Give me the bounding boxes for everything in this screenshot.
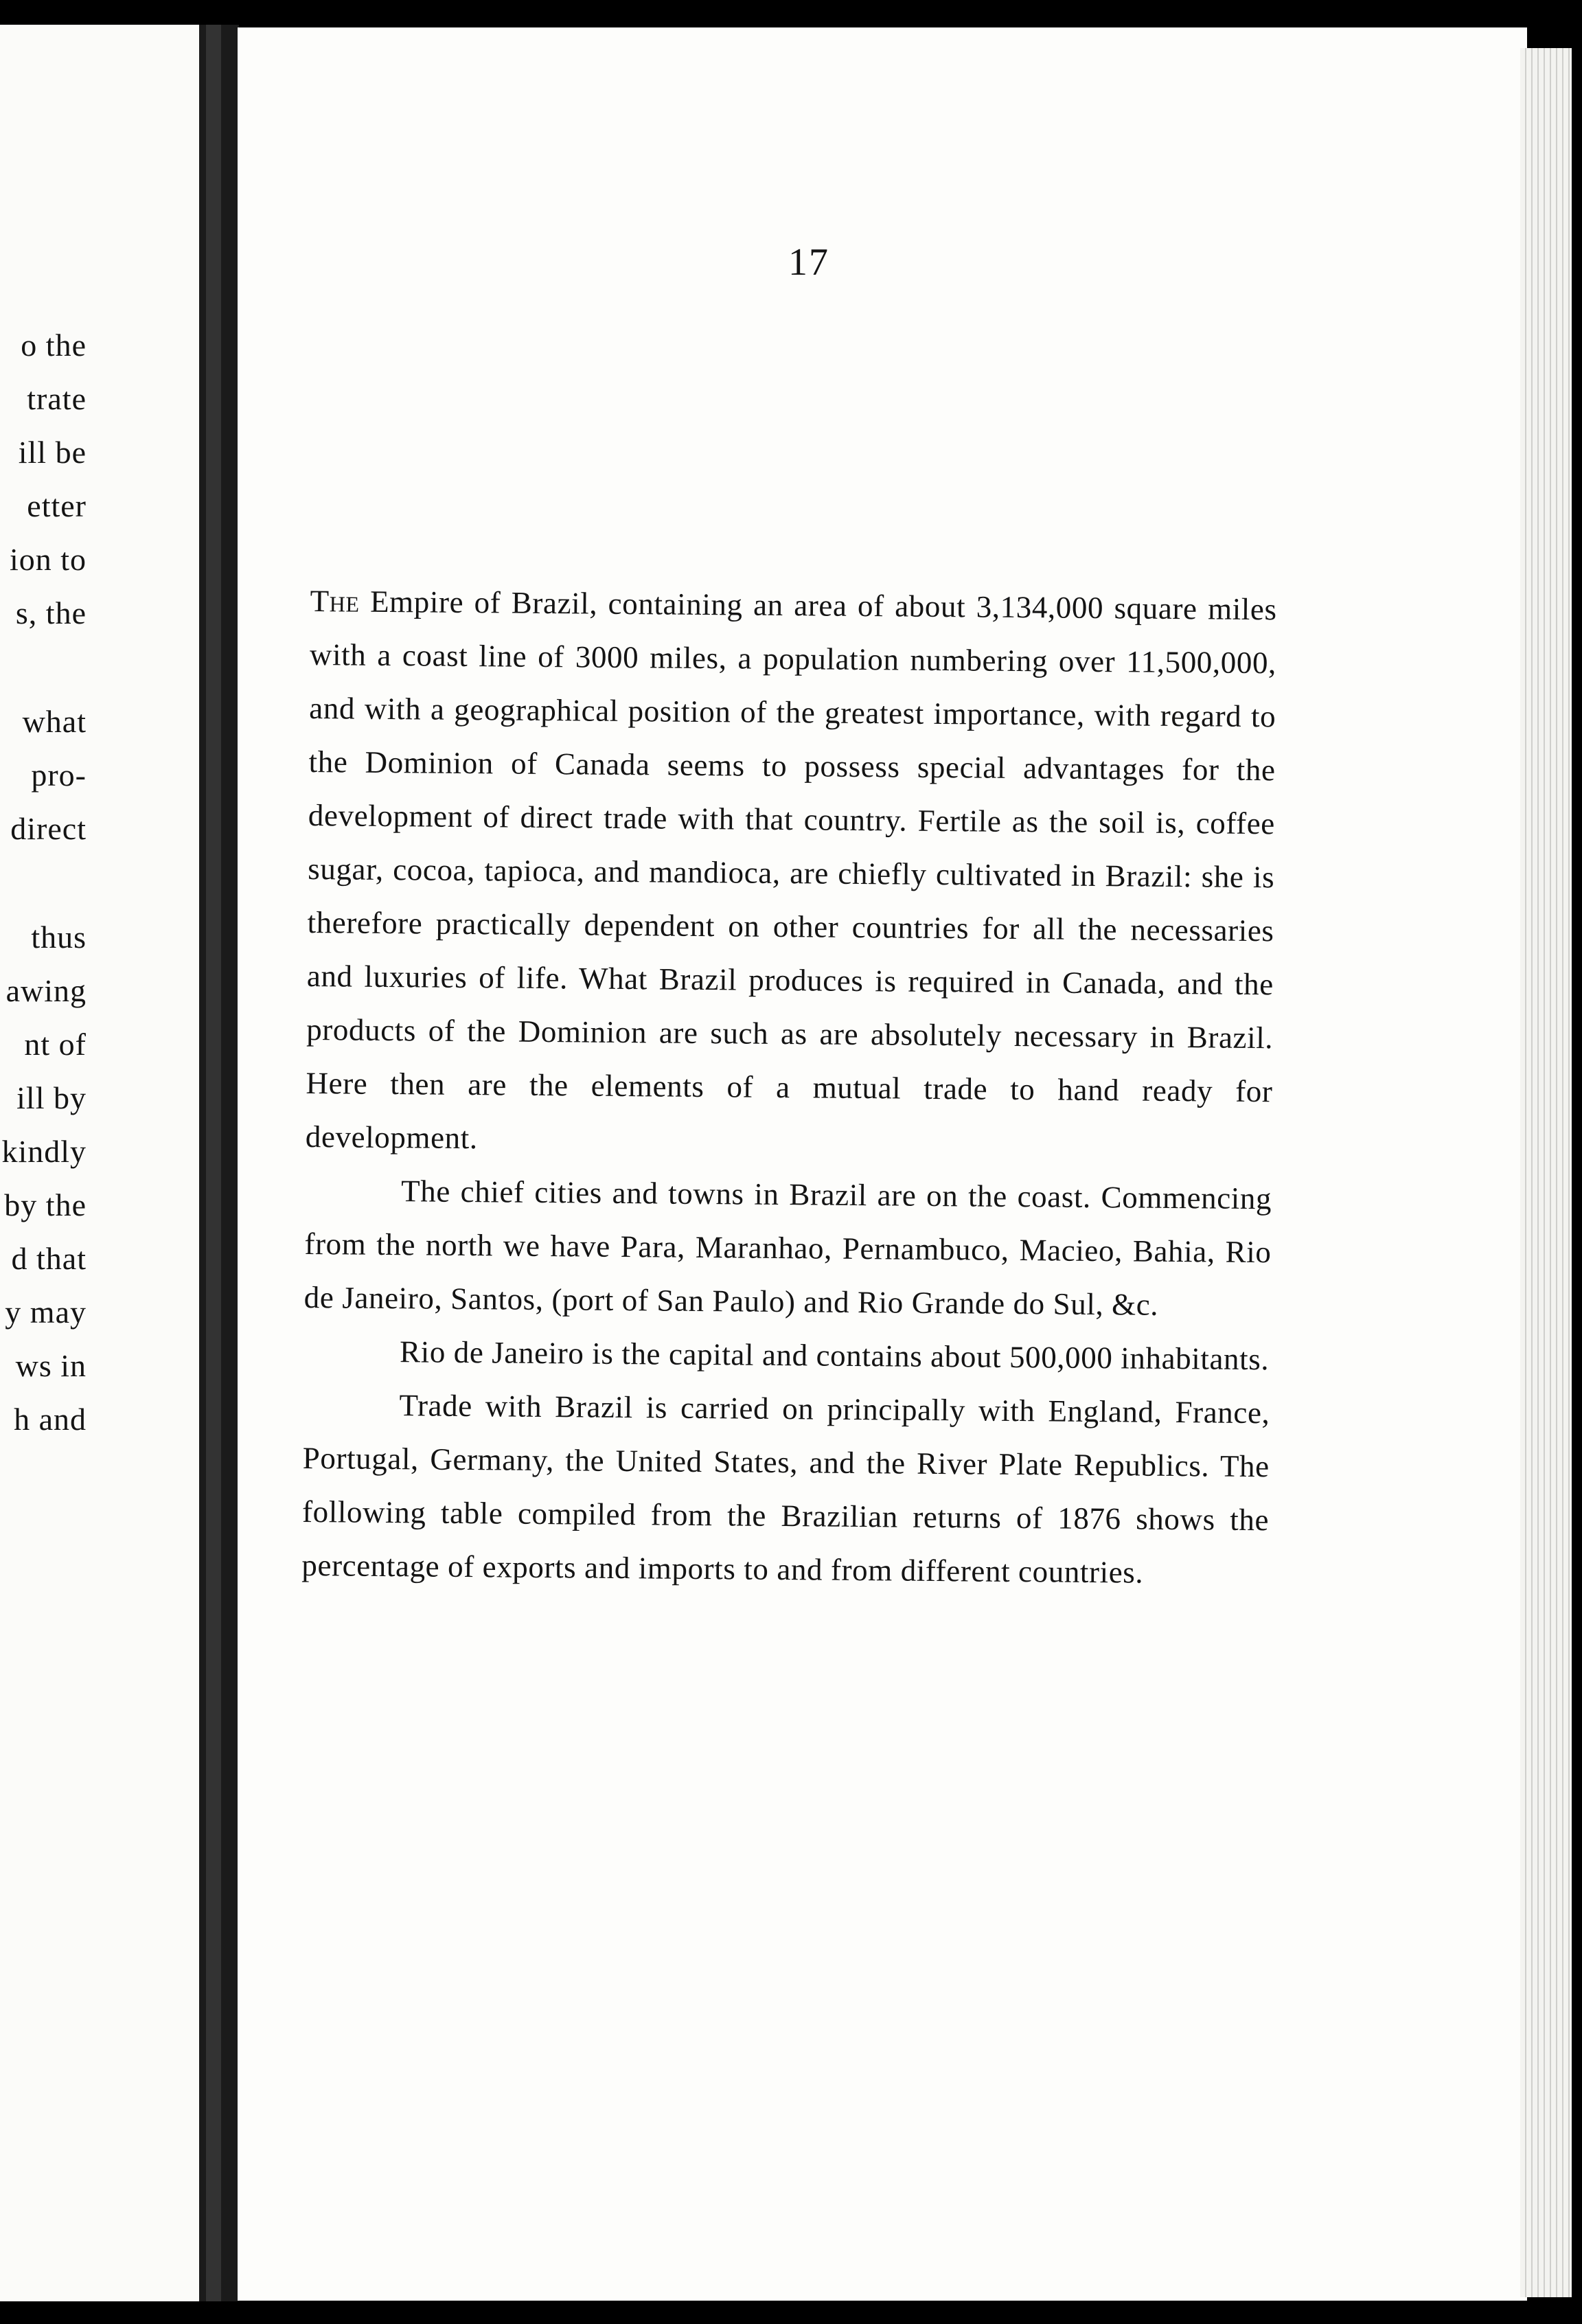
left-line: etter xyxy=(27,488,87,523)
left-line: kindly xyxy=(1,1134,87,1169)
left-line: s, the xyxy=(15,595,87,630)
left-line: direct xyxy=(10,811,87,846)
paragraph-4: Trade with Brazil is carried on principally with England, France, Portugal, Germany, the United States, and the River Plate Republics. The following table compiled from the Brazilian returns of 1876 shows the percentage of exports and imports to and from different countries. xyxy=(301,1388,1270,1590)
paragraph-2: The chief cities and towns in Brazil are on the coast. Commencing from the north we have Para, Maranhao, Pernambuco, Macieo, Bahia, Rio de Janeiro, Santos, (port of San Paulo) and Rio Grande do Sul, &c. xyxy=(303,1174,1272,1322)
left-line: y may xyxy=(5,1295,87,1330)
left-line: what xyxy=(22,704,87,739)
left-facing-page xyxy=(0,25,199,2301)
left-page-text xyxy=(0,25,199,2301)
left-line: nt of xyxy=(24,1027,87,1062)
left-line: pro- xyxy=(31,757,87,793)
left-line: trate xyxy=(27,381,87,416)
left-line: ion to xyxy=(9,542,87,577)
left-line: awing xyxy=(5,973,87,1008)
page-edges xyxy=(1520,48,1572,2297)
opening-word: The xyxy=(310,583,360,619)
body-text xyxy=(301,574,1277,1600)
left-line: ill be xyxy=(18,435,87,470)
paragraph-3: Rio de Janeiro is the capital and contains about 500,000 inhabitants. xyxy=(399,1334,1270,1377)
left-line: ill by xyxy=(16,1080,87,1115)
page-number: 17 xyxy=(788,241,829,284)
left-line: by the xyxy=(4,1187,87,1222)
paragraph-1-text: Empire of Brazil, containing an area of about 3,134,000 square miles with a coast line of 3000 miles, a population numbering over 11,500,000, and with a geographical position of the greatest importance, with regard to the Dominion of Canada seems to possess special advantages for the development of direct trade with that country. Fertile as the soil is, coffee sugar, cocoa, tapioca, and mandioca, are chiefly cultivated in Brazil: she is therefore practically dependent on other countries for all the necessaries and luxuries of life. What Brazil produces is required in Canada, and the products of the Dominion are such as are absolutely necessary in Brazil. Here then are the elements of a mutual trade to hand ready for development. xyxy=(305,584,1277,1156)
left-line: ws in xyxy=(15,1348,87,1383)
paragraph-1 xyxy=(306,574,1277,1172)
left-line: thus xyxy=(31,920,87,955)
gutter-shadow xyxy=(206,25,221,2301)
left-line: o the xyxy=(21,328,87,363)
left-line: d that xyxy=(11,1241,87,1276)
left-line: h and xyxy=(14,1402,87,1437)
